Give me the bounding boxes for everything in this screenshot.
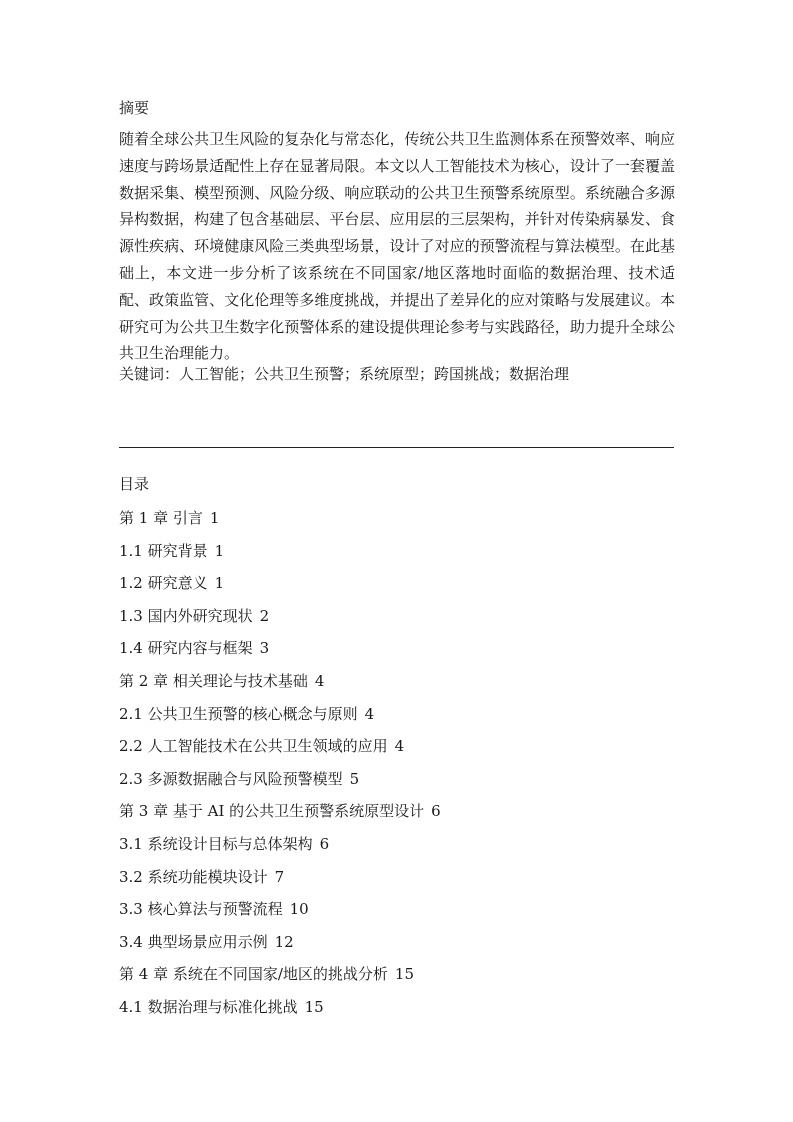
toc-item-title: 第 2 章 相关理论与技术基础: [119, 671, 308, 690]
toc-item[interactable]: [119, 669, 441, 702]
toc-item[interactable]: [119, 539, 441, 572]
toc-item-title: 2.2 人工智能技术在公共卫生领域的应用: [119, 737, 388, 756]
toc-item-page: 1: [214, 541, 225, 560]
toc-item-title: 第 4 章 系统在不同国家/地区的挑战分析: [119, 965, 388, 984]
toc-item-page: 4: [314, 671, 325, 690]
toc-item-page: 3: [259, 639, 270, 658]
toc-item-page: 1: [209, 509, 220, 527]
toc-item[interactable]: [119, 962, 441, 995]
toc-item-title: 2.3 多源数据融合与风险预警模型: [119, 769, 343, 788]
toc-item-page: 4: [394, 737, 405, 756]
toc-item-title: 3.1 系统设计目标与总体架构: [119, 834, 313, 853]
toc-heading: 目录: [119, 475, 150, 493]
toc-item-title: 1.2 研究意义: [119, 574, 208, 593]
section-divider: [119, 447, 674, 448]
toc-item-title: 1.3 国内外研究现状: [119, 606, 253, 625]
toc-item-page: 12: [274, 932, 294, 951]
toc-item-title: 1.1 研究背景: [119, 541, 208, 560]
toc-item[interactable]: [119, 799, 441, 832]
abstract-heading: 摘要: [119, 99, 150, 117]
toc-item-page: 7: [274, 867, 285, 886]
toc-item-title: 3.2 系统功能模块设计: [119, 867, 268, 886]
keywords-line: 关键词：人工智能；公共卫生预警；系统原型；跨国挑战；数据治理: [119, 365, 570, 383]
toc-item-page: 6: [431, 802, 441, 821]
toc-item[interactable]: [119, 767, 441, 800]
toc-item-page: 1: [214, 574, 225, 593]
toc-item[interactable]: [119, 702, 441, 735]
toc-item-page: 15: [394, 965, 414, 984]
toc-item-title: 3.3 核心算法与预警流程: [119, 900, 283, 919]
toc-item-page: 10: [289, 900, 309, 919]
toc-item[interactable]: [119, 571, 441, 604]
toc-item[interactable]: [119, 506, 441, 539]
toc-item[interactable]: [119, 832, 441, 865]
toc-item-page: 4: [364, 704, 375, 723]
toc-item-page: 5: [349, 769, 360, 788]
toc-item[interactable]: [119, 636, 441, 669]
toc-item[interactable]: [119, 604, 441, 637]
toc-item-title: 第 3 章 基于 AI 的公共卫生预警系统原型设计: [119, 802, 425, 821]
toc-item-title: 2.1 公共卫生预警的核心概念与原则: [119, 704, 358, 723]
toc-item-title: 1.4 研究内容与框架: [119, 639, 253, 658]
toc-item-page: 6: [319, 834, 330, 853]
toc-item[interactable]: [119, 930, 441, 963]
toc-item[interactable]: [119, 995, 441, 1028]
toc-item-page: 15: [304, 997, 324, 1016]
toc-item-title: 4.1 数据治理与标准化挑战: [119, 997, 298, 1016]
toc-item-title: 3.4 典型场景应用示例: [119, 932, 268, 951]
toc-list: [119, 506, 441, 1028]
abstract-body: 随着全球公共卫生风险的复杂化与常态化，传统公共卫生监测体系在预警效率、响应速度与跨场景适配性上存在显著局限。本文以人工智能技术为核心，设计了一套覆盖数据采集、模型预测、风险分级、响应联动的公共卫生预警系统原型。系统融合多源异构数据，构建了包含基础层、平台层、应用层的三层架构，并针对传染病暴发、食源性疾病、环境健康风险三类典型场景，设计了对应的预警流程与算法模型。在此基础上，本文进一步分析了该系统在不同国家/地区落地时面临的数据治理、技术适配、政策监管、文化伦理等多维度挑战，并提出了差异化的应对策略与发展建议。本研究可为公共卫生数字化预警体系的建设提供理论参考与实践路径，助力提升全球公共卫生治理能力。: [119, 130, 675, 363]
toc-item[interactable]: [119, 734, 441, 767]
toc-item-title: 第 1 章 引言: [119, 509, 203, 527]
toc-item[interactable]: [119, 865, 441, 898]
toc-item[interactable]: [119, 897, 441, 930]
toc-item-page: 2: [259, 606, 270, 625]
